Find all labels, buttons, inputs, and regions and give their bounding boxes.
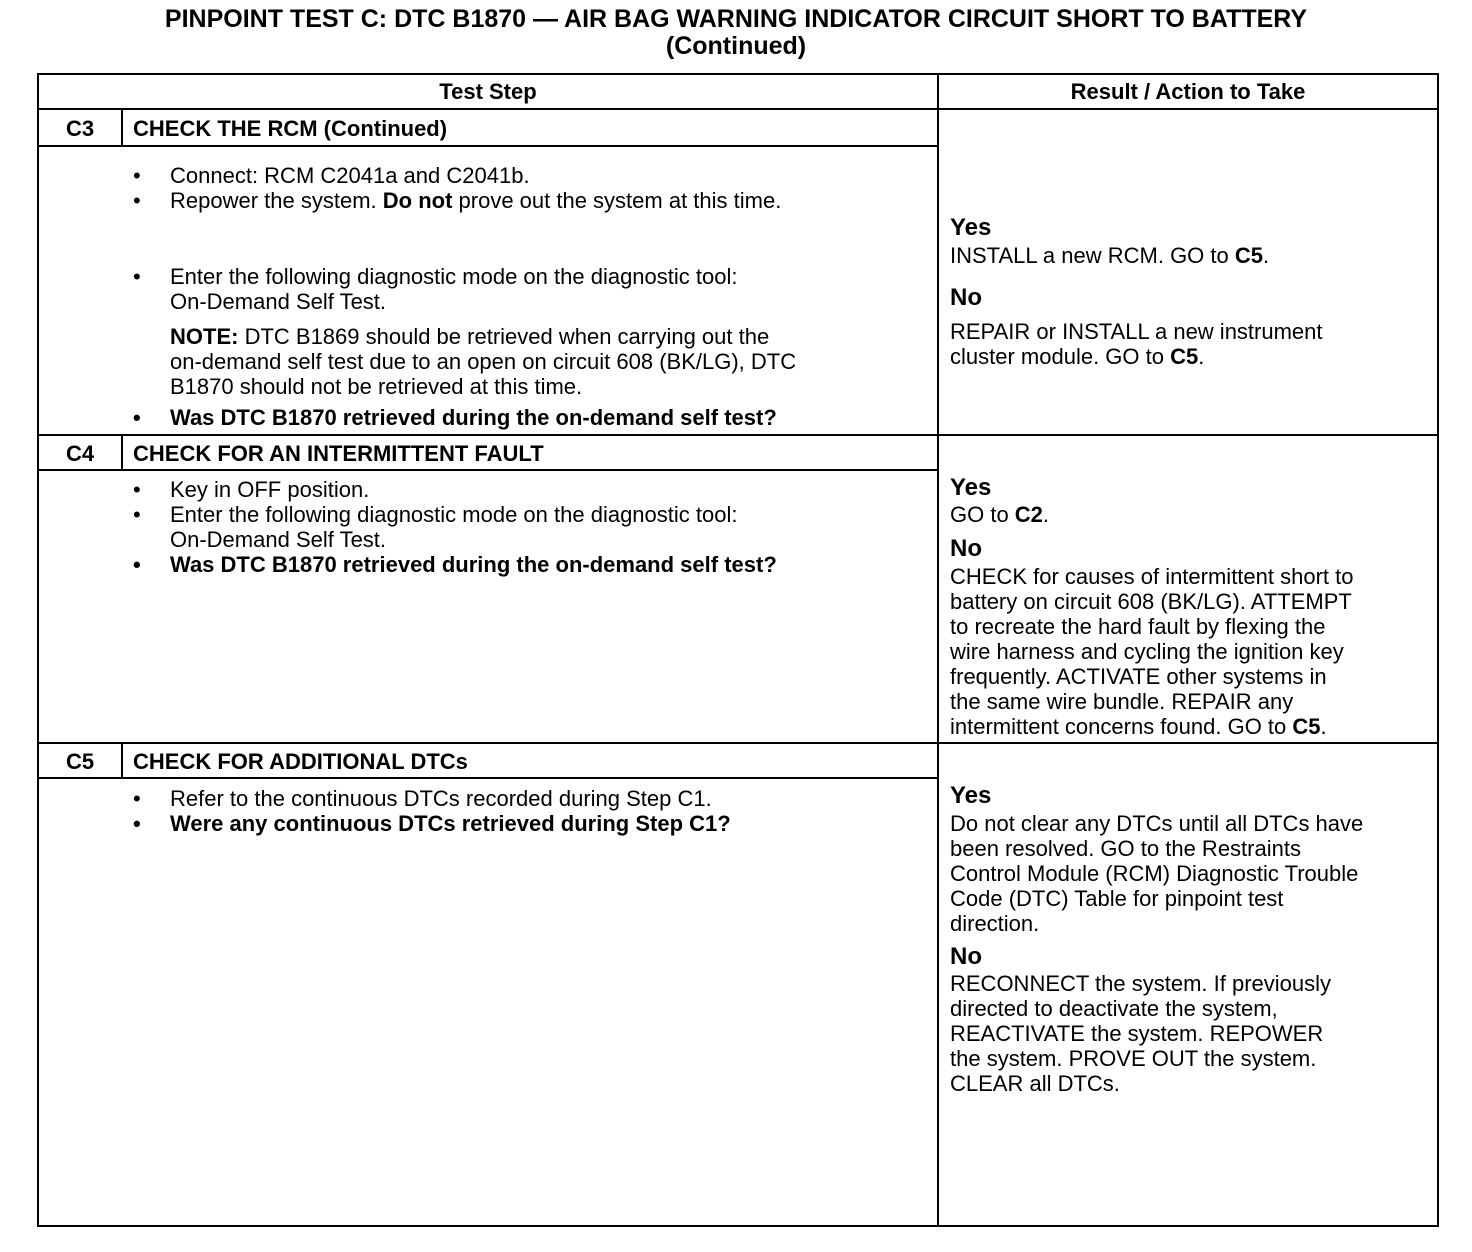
header-divider bbox=[37, 108, 1439, 110]
step-heading-c4: CHECK FOR AN INTERMITTENT FAULT bbox=[133, 441, 544, 466]
bullet-icon: • bbox=[133, 163, 141, 188]
c4-bullet-enter-mode bbox=[170, 502, 737, 552]
step-heading-c5: CHECK FOR ADDITIONAL DTCs bbox=[133, 749, 468, 774]
c3-bullet-connect: Connect: RCM C2041a and C2041b. bbox=[170, 163, 530, 188]
step-id-c5: C5 bbox=[65, 749, 95, 774]
c3-no-line-2: cluster module. GO to bbox=[950, 344, 1171, 369]
header-result: Result / Action to Take bbox=[1070, 79, 1306, 104]
c3-yes-text: INSTALL a new RCM. GO to bbox=[950, 243, 1235, 268]
c3-yes-action bbox=[950, 243, 1269, 268]
c4-yes-action bbox=[950, 502, 1049, 527]
c4-yes-goto: C2 bbox=[1014, 502, 1043, 527]
c3-enter-mode-line-2: On-Demand Self Test. bbox=[170, 289, 387, 314]
c3-no-period: . bbox=[1198, 344, 1205, 369]
c4-no-line-1: CHECK for causes of intermittent short to bbox=[950, 564, 1354, 589]
row-divider-c4 bbox=[37, 434, 1439, 436]
c3-note-line-1: DTC B1869 should be retrieved when carrying out the bbox=[238, 324, 770, 349]
c3-bullet-enter-mode bbox=[170, 264, 737, 314]
bullet-icon: • bbox=[133, 264, 141, 289]
c5-yes-line-5: direction. bbox=[950, 911, 1040, 936]
c3-note-label: NOTE: bbox=[170, 324, 239, 349]
heading-underline-c4 bbox=[37, 469, 939, 471]
c3-no-action bbox=[950, 319, 1323, 369]
c4-no-action bbox=[950, 564, 1354, 739]
c5-yes-label: Yes bbox=[950, 782, 992, 809]
bullet-icon: • bbox=[133, 811, 141, 836]
c5-yes-line-3: Control Module (RCM) Diagnostic Trouble bbox=[950, 861, 1359, 886]
c5-yes-line-1: Do not clear any DTCs until all DTCs have bbox=[950, 811, 1364, 836]
c3-yes-label: Yes bbox=[950, 214, 992, 241]
c4-no-line-3: to recreate the hard fault by flexing the bbox=[950, 614, 1326, 639]
table-border-left bbox=[37, 73, 39, 1227]
c5-no-line-2: directed to deactivate the system, bbox=[950, 996, 1278, 1021]
c4-bullet-key-off: Key in OFF position. bbox=[170, 477, 370, 502]
bullet-icon: • bbox=[133, 477, 141, 502]
bullet-icon: • bbox=[133, 786, 141, 811]
title-line-2: (Continued) bbox=[665, 32, 807, 60]
step-heading-c3: CHECK THE RCM (Continued) bbox=[133, 116, 448, 141]
c4-enter-mode-line-1: Enter the following diagnostic mode on the diagnostic tool: bbox=[170, 502, 738, 527]
c4-question: Was DTC B1870 retrieved during the on-demand self test? bbox=[170, 552, 777, 577]
column-divider bbox=[937, 73, 939, 1227]
c4-no-line-7: intermittent concerns found. GO to bbox=[950, 714, 1293, 739]
c5-bullet-refer: Refer to the continuous DTCs recorded during Step C1. bbox=[170, 786, 712, 811]
step-id-divider-c4 bbox=[121, 436, 123, 470]
bullet-icon: • bbox=[133, 552, 141, 577]
c4-no-goto: C5 bbox=[1292, 714, 1321, 739]
c3-note-line-3: B1870 should not be retrieved at this time. bbox=[170, 374, 583, 399]
table-border-bottom bbox=[37, 1225, 1439, 1227]
page-title bbox=[0, 6, 1472, 60]
c3-question: Was DTC B1870 retrieved during the on-demand self test? bbox=[170, 405, 777, 430]
c4-no-period: . bbox=[1320, 714, 1327, 739]
c4-yes-period: . bbox=[1042, 502, 1050, 527]
c3-yes-period: . bbox=[1263, 243, 1270, 268]
bullet-icon: • bbox=[133, 502, 141, 527]
c5-no-line-3: REACTIVATE the system. REPOWER bbox=[950, 1021, 1324, 1046]
c3-repower-text-a: Repower the system. bbox=[170, 188, 383, 213]
c4-enter-mode-line-2: On-Demand Self Test. bbox=[170, 527, 387, 552]
c5-no-line-5: CLEAR all DTCs. bbox=[950, 1071, 1120, 1096]
c5-no-line-4: the system. PROVE OUT the system. bbox=[950, 1046, 1317, 1071]
c3-yes-goto: C5 bbox=[1234, 243, 1263, 268]
c4-no-label: No bbox=[950, 535, 982, 562]
c5-no-action bbox=[950, 971, 1331, 1096]
step-id-divider-c5 bbox=[121, 744, 123, 778]
heading-underline-c5 bbox=[37, 777, 939, 779]
table-border-right bbox=[1437, 73, 1439, 1227]
title-line-1: PINPOINT TEST C: DTC B1870 — AIR BAG WARNING INDICATOR CIRCUIT SHORT TO BATTERY bbox=[164, 5, 1308, 33]
c3-repower-do-not: Do not bbox=[382, 188, 453, 213]
c3-enter-mode-line-1: Enter the following diagnostic mode on the diagnostic tool: bbox=[170, 264, 738, 289]
c5-no-line-1: RECONNECT the system. If previously bbox=[950, 971, 1332, 996]
step-id-c4: C4 bbox=[65, 441, 95, 466]
c4-no-line-4: wire harness and cycling the ignition key bbox=[950, 639, 1344, 664]
c3-repower-text-c: prove out the system at this time. bbox=[452, 188, 782, 213]
c4-yes-label: Yes bbox=[950, 474, 992, 501]
table-border-top bbox=[37, 73, 1439, 75]
row-divider-c5 bbox=[37, 742, 1439, 744]
step-id-c3: C3 bbox=[65, 116, 95, 141]
c5-yes-action bbox=[950, 811, 1363, 936]
bullet-icon: • bbox=[133, 405, 141, 430]
c4-no-line-2: battery on circuit 608 (BK/LG). ATTEMPT bbox=[950, 589, 1352, 614]
heading-underline-c3 bbox=[37, 145, 939, 147]
c3-no-line-1: REPAIR or INSTALL a new instrument bbox=[950, 319, 1323, 344]
header-test-step: Test Step bbox=[439, 79, 537, 104]
c4-no-line-6: the same wire bundle. REPAIR any bbox=[950, 689, 1294, 714]
c5-yes-line-2: been resolved. GO to the Restraints bbox=[950, 836, 1301, 861]
c3-no-label: No bbox=[950, 284, 982, 311]
c5-no-label: No bbox=[950, 943, 982, 970]
c3-no-goto: C5 bbox=[1170, 344, 1199, 369]
c3-note-line-2: on-demand self test due to an open on circuit 608 (BK/LG), DTC bbox=[170, 349, 797, 374]
c5-yes-line-4: Code (DTC) Table for pinpoint test bbox=[950, 886, 1284, 911]
step-id-divider-c3 bbox=[121, 110, 123, 146]
c5-question: Were any continuous DTCs retrieved during Step C1? bbox=[170, 811, 731, 836]
c4-yes-text: GO to bbox=[950, 502, 1015, 527]
c3-bullet-repower bbox=[170, 188, 781, 213]
c3-note bbox=[170, 324, 796, 399]
bullet-icon: • bbox=[133, 188, 141, 213]
c4-no-line-5: frequently. ACTIVATE other systems in bbox=[950, 664, 1327, 689]
